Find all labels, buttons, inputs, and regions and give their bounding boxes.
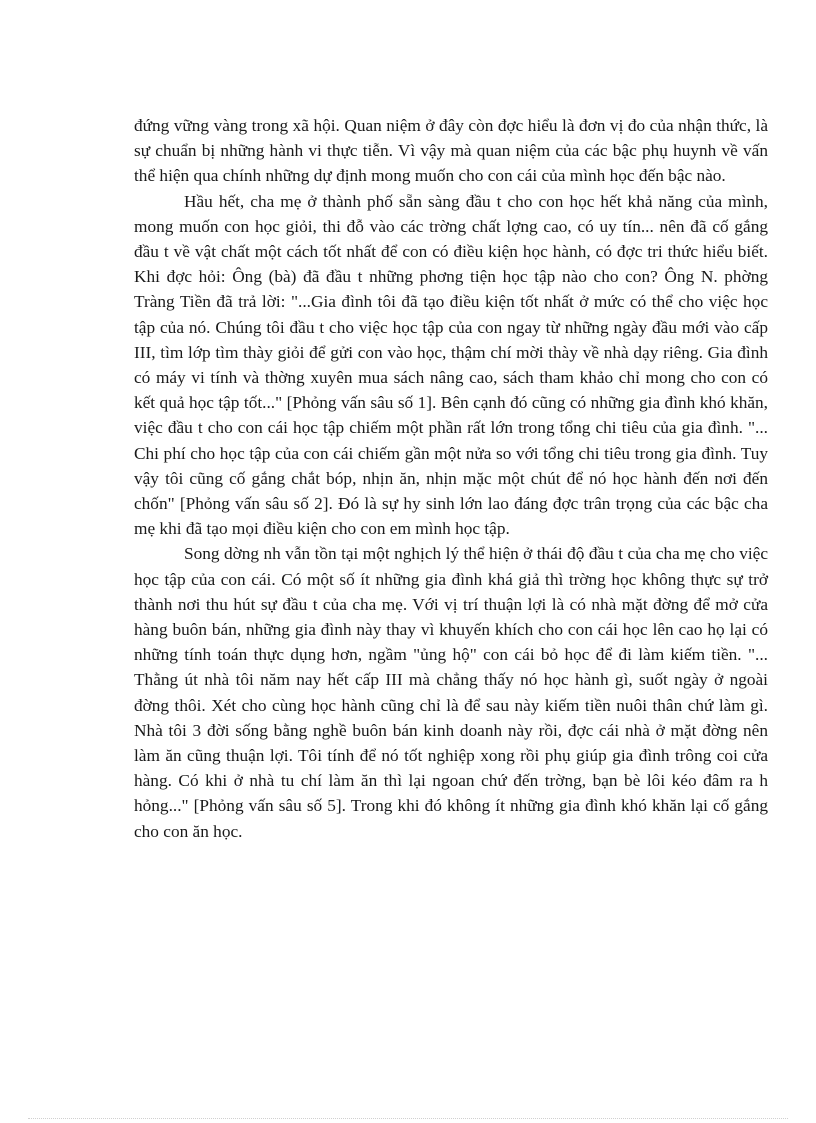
- document-body: [134, 113, 768, 844]
- paragraph-paradox: Song dờng nh vẫn tồn tại một nghịch lý thể hiện ở thái độ đầu t của cha mẹ cho việc học tập của con cái. Có một số ít những gia đình khá giả thì trờng học không thực sự trở thành nơi thu hút sự đầu t của cha mẹ. Với vị trí thuận lợi là có nhà mặt đờng để mở cửa hàng buôn bán, những gia đình này thay vì khuyến khích cho con cái học lên cao họ lại có những tính toán thực dụng hơn, ngầm "ủng hộ" con cái bỏ học để đi làm kiếm tiền. "... Thằng út nhà tôi năm nay hết cấp III mà chẳng thấy nó học hành gì, suốt ngày ở ngoài đờng thôi. Xét cho cùng học hành cũng chỉ là để sau này kiếm tiền nuôi thân chứ làm gì. Nhà tôi 3 đời sống bằng nghề buôn bán kinh doanh này rồi, đợc cái nhà ở mặt đờng nên làm ăn cũng thuận lợi. Tôi tính để nó tốt nghiệp xong rồi phụ giúp gia đình trông coi cửa hàng. Có khi ở nhà tu chí làm ăn thì lại ngoan chứ đến trờng, bạn bè lôi kéo đâm ra h hỏng..." [Phỏng vấn sâu số 5]. Trong khi đó không ít những gia đình khó khăn lại cố gắng cho con ăn học.: [134, 544, 768, 841]
- paragraph-continued: đứng vững vàng trong xã hội. Quan niệm ở đây còn đợc hiểu là đơn vị đo của nhận thức, là sự chuẩn bị những hành vi thực tiễn. Vì vậy mà quan niệm của các bậc phụ huynh về vấn thể hiện qua chính những dự định mong muốn cho con cái của mình học đến bậc nào.: [134, 116, 768, 186]
- page-bottom-rule: [28, 1118, 788, 1119]
- paragraph-parent-investment: Hầu hết, cha mẹ ở thành phố sẵn sàng đầu t cho con học hết khả năng của mình, mong muốn con học giỏi, thi đỗ vào các trờng chất lợng cao, có uy tín... nên đã cố gắng đầu t về vật chất một cách tốt nhất để con có điều kiện học hành, có đợc tri thức hiểu biết. Khi đợc hỏi: Ông (bà) đã đầu t những phơng tiện học tập nào cho con? Ông N. phờng Tràng Tiền đã trả lời: "...Gia đình tôi đã tạo điều kiện tốt nhất ở mức có thể cho việc học tập của nó. Chúng tôi đầu t cho việc học tập của con ngay từ những ngày đầu mới vào cấp III, tìm lớp tìm thày giỏi để gửi con vào học, thậm chí mời thày về nhà dạy riêng. Gia đình có máy vi tính và thờng xuyên mua sách nâng cao, sách tham khảo chỉ mong cho con có kết quả học tập tốt..." [Phỏng vấn sâu số 1]. Bên cạnh đó cũng có những gia đình khó khăn, việc đầu t cho con cái học tập chiếm một phần rất lớn trong tổng chi tiêu của gia đình. "... Chi phí cho học tập của con cái chiếm gần một nửa so với tổng chi tiêu trong gia đình. Tuy vậy tôi cũng cố gắng chắt bóp, nhịn ăn, nhịn mặc một chút để nó học hành đến nơi đến chốn" [Phỏng vấn sâu số 2]. Đó là sự hy sinh lớn lao đáng đợc trân trọng của các bậc cha mẹ khi đã tạo mọi điều kiện cho con em mình học tập.: [134, 191, 768, 539]
